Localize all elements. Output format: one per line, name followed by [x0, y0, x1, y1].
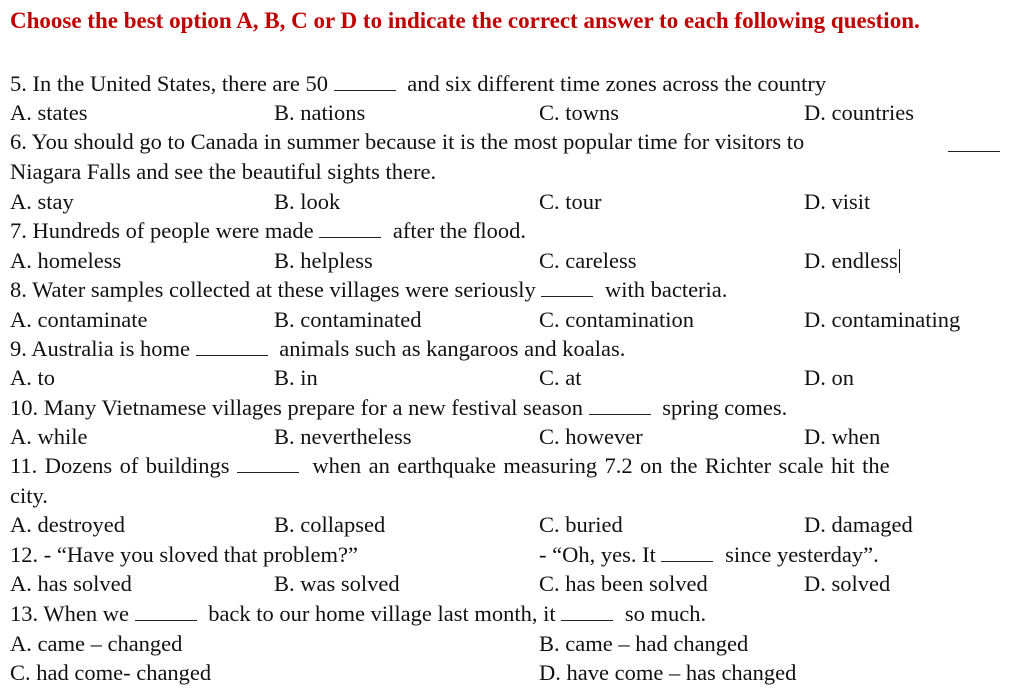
answer-blank	[948, 132, 1000, 152]
option-a: A. destroyed	[10, 512, 125, 537]
option-d: D. have come – has changed	[539, 660, 797, 685]
instruction-heading: Choose the best option A, B, C or D to indicate the correct answer to each following question.	[10, 8, 920, 33]
option-b: B. helpless	[274, 248, 373, 273]
question-text: and six different time zones across the country	[407, 71, 827, 96]
option-b: B. look	[274, 189, 341, 214]
question-text: - “Oh, yes. It	[539, 542, 656, 567]
question-text: 8. Water samples collected at these villages were seriously	[10, 277, 536, 302]
answer-blank	[661, 542, 713, 562]
question-9	[10, 335, 625, 363]
option-b: B. in	[274, 365, 318, 390]
option-c: C. at	[539, 365, 582, 390]
answer-blank	[237, 453, 299, 473]
option-c: C. towns	[539, 100, 620, 125]
option-c: C. careless	[539, 248, 637, 273]
option-d: D. countries	[804, 100, 914, 125]
question-text: 10. Many Vietnamese villages prepare for a new festival season	[10, 395, 584, 420]
option-a: A. to	[10, 365, 55, 390]
question-13	[10, 600, 706, 628]
option-d: D. on	[804, 365, 854, 390]
question-text: 13. When we	[10, 601, 129, 626]
option-d: D. contaminating	[804, 307, 961, 332]
option-c: C. had come- changed	[10, 660, 212, 685]
question-text: so much.	[624, 601, 707, 626]
option-d: D. solved	[804, 571, 891, 596]
question-text: 11. Dozens of buildings	[10, 453, 230, 478]
question-text: animals such as kangaroos and koalas.	[279, 336, 626, 361]
option-a: A. while	[10, 424, 88, 449]
option-a: A. stay	[10, 189, 74, 214]
question-text: back to our home village last month, it	[208, 601, 556, 626]
answer-blank	[135, 601, 197, 621]
option-c: C. however	[539, 424, 643, 449]
option-d	[804, 247, 900, 275]
option-c: C. buried	[539, 512, 623, 537]
option-c: C. tour	[539, 189, 602, 214]
answer-blank	[561, 601, 613, 621]
question-6	[10, 128, 804, 156]
text-cursor	[899, 249, 901, 273]
answer-blank	[334, 71, 396, 91]
question-text: since yesterday”.	[725, 542, 879, 567]
option-c: C. has been solved	[539, 571, 708, 596]
question-text: after the flood.	[392, 218, 526, 243]
question-11	[10, 452, 1000, 480]
option-a: A. contaminate	[10, 307, 148, 332]
option-a: A. came – changed	[10, 631, 183, 656]
question-text: when an earthquake measuring 7.2 on the Richter scale hit the	[312, 453, 890, 478]
question-5	[10, 70, 826, 98]
option-a: A. has solved	[10, 571, 132, 596]
question-8	[10, 276, 727, 304]
answer-blank	[196, 336, 268, 356]
option-b: B. came – had changed	[539, 631, 749, 656]
option-d: D. visit	[804, 189, 871, 214]
question-text: spring comes.	[662, 395, 788, 420]
question-text: 6. You should go to Canada in summer because it is the most popular time for visitors to	[10, 129, 805, 154]
answer-blank	[319, 218, 381, 238]
question-text: 5. In the United States, there are 50	[10, 71, 329, 96]
option-b: B. collapsed	[274, 512, 386, 537]
answer-blank	[541, 277, 593, 297]
option-a: A. states	[10, 100, 88, 125]
option-a: A. homeless	[10, 248, 122, 273]
question-6-continued: Niagara Falls and see the beautiful sights there.	[10, 159, 437, 184]
question-text: with bacteria.	[604, 277, 728, 302]
question-text: 7. Hundreds of people were made	[10, 218, 314, 243]
answer-blank	[589, 395, 651, 415]
option-b: B. nevertheless	[274, 424, 412, 449]
question-12-response	[539, 541, 879, 569]
option-d: D. damaged	[804, 512, 913, 537]
option-c: C. contamination	[539, 307, 694, 332]
question-7	[10, 217, 526, 245]
option-d: D. when	[804, 424, 881, 449]
option-d-text: D. endless	[804, 248, 898, 273]
option-b: B. was solved	[274, 571, 400, 596]
question-text: 9. Australia is home	[10, 336, 190, 361]
question-10	[10, 394, 787, 422]
option-b: B. contaminated	[274, 307, 422, 332]
option-b: B. nations	[274, 100, 366, 125]
question-11-continued: city.	[10, 483, 48, 508]
question-12: 12. - “Have you sloved that problem?”	[10, 542, 359, 567]
